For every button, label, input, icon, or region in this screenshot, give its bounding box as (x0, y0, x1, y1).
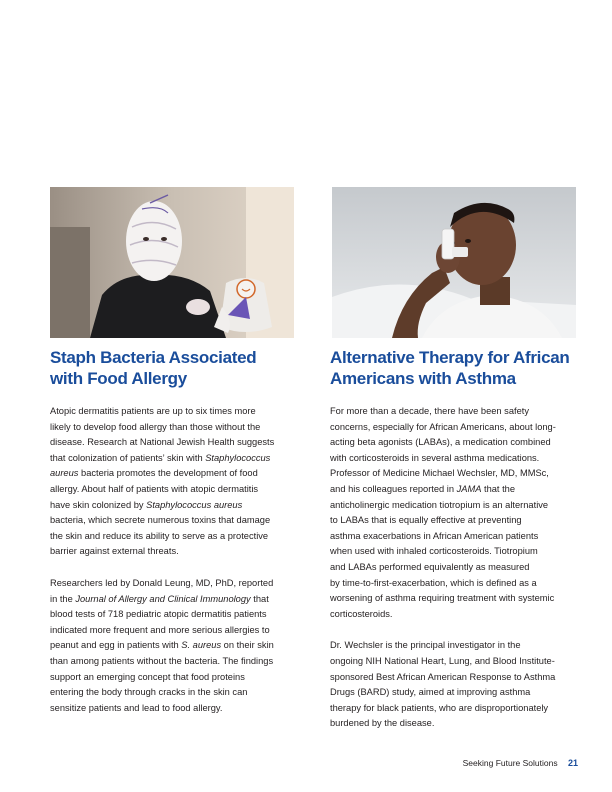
body-line (50, 529, 300, 545)
body-line (50, 451, 300, 467)
italic-text: Journal of Allergy and Clinical Immunology (75, 593, 251, 604)
italic-text: Staphylococcus aureus (146, 499, 243, 510)
body-text: concerns, especially for African Americans, about long- (330, 421, 556, 432)
body-line (330, 544, 590, 560)
body-text: therapy for black patients, who are disproportionately (330, 702, 549, 713)
photo-man-inhaler (332, 187, 576, 338)
italic-text: S. aureus (181, 640, 222, 651)
body-text: ongoing NIH National Heart, Lung, and Blood Institute- (330, 655, 555, 666)
body-text: entering the body through cracks in the skin can (50, 687, 248, 698)
body-line (330, 670, 590, 686)
body-line (330, 576, 590, 592)
article-body-staph (50, 404, 300, 732)
italic-text: JAMA (456, 483, 482, 494)
body-text: bacteria promotes the development of food (78, 468, 258, 479)
body-text: and his colleagues reported in (330, 483, 457, 494)
body-line (330, 435, 590, 451)
body-text: when used with inhaled corticosteroids. Tiotropium (330, 546, 538, 557)
italic-text: Staphylococcus (205, 452, 271, 463)
body-line (50, 404, 300, 420)
body-paragraph (50, 576, 300, 716)
body-line (330, 685, 590, 701)
page-footer (463, 758, 578, 768)
body-text: Dr. Wechsler is the principal investigator in the (330, 640, 521, 651)
body-text: sponsored Best African American Response to Asthma (330, 671, 556, 682)
body-text: bacteria, which secrete numerous toxins that damage (50, 515, 271, 526)
body-line (50, 498, 300, 514)
body-text: the skin and reduce its ability to serve as a protective (50, 530, 269, 541)
body-text: burdened by the disease. (330, 718, 435, 729)
body-line (330, 716, 590, 732)
body-line (330, 451, 590, 467)
body-line (50, 685, 300, 701)
body-line (330, 420, 590, 436)
body-line (330, 404, 590, 420)
body-line (330, 638, 590, 654)
body-text: to LABAs that is equally effective at preventing (330, 515, 522, 526)
body-line (50, 623, 300, 639)
body-line (330, 513, 590, 529)
title-line: Americans with Asthma (330, 369, 516, 388)
body-line (50, 482, 300, 498)
body-text: on their skin (221, 640, 274, 651)
page-number: 21 (567, 758, 578, 768)
body-line (50, 513, 300, 529)
body-line (50, 420, 300, 436)
body-line (50, 670, 300, 686)
body-text: in the (50, 593, 76, 604)
body-text: have skin colonized by (50, 499, 147, 510)
body-line (330, 701, 590, 717)
body-line (50, 592, 300, 608)
body-text: indicated more frequent and more serious allergies to (50, 624, 270, 635)
body-paragraph (330, 404, 590, 622)
body-line (330, 529, 590, 545)
body-text: Researchers led by Donald Leung, MD, PhD, reported (50, 577, 274, 588)
body-line (330, 466, 590, 482)
body-line (50, 654, 300, 670)
body-line (330, 560, 590, 576)
body-text: For more than a decade, there have been safety (330, 406, 529, 416)
body-text: that colonization of patients’ skin with (50, 452, 206, 463)
body-text: allergy. About half of patients with atopic dermatitis (50, 483, 259, 494)
article-title-staph (50, 347, 300, 389)
body-text: by time-to-first-exacerbation, which is defined as a (330, 577, 537, 588)
body-text: peanut and egg in patients with (50, 640, 182, 651)
body-line (50, 544, 300, 560)
body-line (50, 466, 300, 482)
body-line (50, 607, 300, 623)
body-text: that the (481, 483, 516, 494)
body-text: likely to develop food allergy than those without the (50, 421, 261, 432)
body-text: barrier against external threats. (50, 546, 179, 557)
body-text: with corticosteroids in several asthma medications. (330, 452, 540, 463)
body-line (330, 591, 590, 607)
body-text: blood tests of 718 pediatric atopic dermatitis patients (50, 609, 267, 620)
body-line (50, 638, 300, 654)
body-line (50, 576, 300, 592)
body-line (330, 498, 590, 514)
body-line (330, 654, 590, 670)
body-paragraph (330, 638, 590, 732)
body-text: and LABAs performed equivalently as measured (330, 561, 530, 572)
italic-text: aureus (50, 468, 79, 479)
body-text: Drugs (BARD) study, aimed at improving asthma (330, 687, 531, 698)
body-text: acting beta agonists (LABAs), a medication combined (330, 437, 551, 448)
body-line (330, 607, 590, 623)
body-text: than among patients without the bacteria. The findings (50, 655, 274, 666)
body-line (50, 435, 300, 451)
body-text: asthma exacerbations in African American patients (330, 530, 539, 541)
body-text: worsening of asthma requiring treatment with systemic (330, 593, 555, 604)
body-line (50, 701, 300, 717)
body-text: that (250, 593, 269, 604)
footer-section-label: Seeking Future Solutions (462, 758, 558, 768)
body-line (330, 482, 590, 498)
title-line: Staph Bacteria Associated (50, 348, 257, 367)
photo-child-bandaged (50, 187, 294, 338)
body-text: support an emerging concept that food proteins (50, 671, 245, 682)
body-text: Professor of Medicine Michael Wechsler, MD, MMSc, (330, 468, 549, 479)
body-text: anticholinergic medication tiotropium is an alternative (330, 499, 549, 510)
body-text: sensitize patients and lead to food allergy. (50, 702, 223, 713)
article-title-asthma (330, 347, 590, 389)
body-text: corticosteroids. (330, 608, 393, 619)
body-text: disease. Research at National Jewish Health suggests (50, 437, 275, 448)
title-line: with Food Allergy (50, 369, 187, 388)
body-paragraph (50, 404, 300, 560)
body-text: Atopic dermatitis patients are up to six times more (50, 406, 256, 416)
article-body-asthma (330, 404, 590, 748)
title-line: Alternative Therapy for African (330, 348, 570, 367)
